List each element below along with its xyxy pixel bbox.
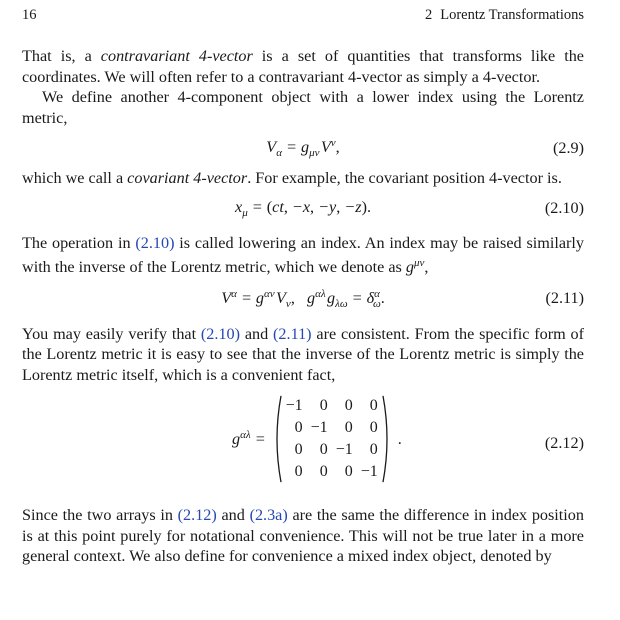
- matrix-cell: 0: [319, 397, 328, 414]
- equation-2-9: [22, 128, 584, 168]
- paragraph-arrays: Since the two arrays in (2.12) and (2.3a) are the same the difference in index position is at this point purely for notational convenience. This will not be true later in a more general context. We also define for convenience a mixed index object, denoted by: [22, 506, 584, 565]
- paragraph-contravariant: That is, a contravariant 4-vector is a set of quantities that transforms like the coordinates. We will often refer to a contravariant 4-vector as simply a 4-vector.: [22, 47, 584, 86]
- equation-body: $x_\mu = (ct$, −x, −y, −z).: [235, 198, 371, 219]
- matrix-table: [282, 395, 382, 483]
- matrix-row: [282, 461, 382, 483]
- equation-number: (2.9): [552, 138, 584, 157]
- matrix-cell: 0: [294, 463, 303, 480]
- matrix-cell: 0: [369, 441, 378, 458]
- matrix-cell: −1: [310, 419, 328, 436]
- equation-2-11: [22, 278, 584, 320]
- matrix-cell: 0: [294, 441, 303, 458]
- matrix-cell: 0: [344, 397, 353, 414]
- right-paren-icon: [382, 395, 392, 483]
- equation-number: (2.10): [544, 199, 584, 217]
- left-paren-icon: [272, 395, 282, 483]
- equation-link-2-11[interactable]: (2.11): [273, 324, 312, 343]
- paragraph-consistency: You may easily verify that (2.10) and (2.11) are consistent. From the specific form of the Lorentz metric it is easy to see that the inverse of the Lorentz metric is simply the Lorentz metric itself, which is a convenient fact,: [22, 324, 584, 384]
- matrix-row: [282, 439, 382, 461]
- equation-number: (2.11): [545, 289, 584, 307]
- matrix-cell: 0: [369, 397, 378, 414]
- equation-link-2-12[interactable]: (2.12): [177, 506, 217, 524]
- matrix-cell: 0: [294, 419, 303, 436]
- matrix-cell: 0: [369, 419, 378, 436]
- matrix-cell: 0: [344, 463, 353, 480]
- matrix-lhs: $g^{\alpha\lambda}$ =: [232, 429, 266, 448]
- equation-2-10: [22, 189, 584, 229]
- term-covariant: covariant 4-vector: [127, 169, 248, 187]
- matrix-cell: −1: [360, 463, 378, 480]
- matrix-row: [282, 395, 382, 417]
- matrix-cell: −1: [335, 441, 353, 458]
- equation-link-2-10[interactable]: (2.10): [200, 324, 241, 343]
- page-number: 16: [22, 7, 37, 23]
- equation-body: $V_\alpha = g_{\mu\nu}$ $V^\nu$,: [266, 137, 340, 159]
- equation-body: $V^\alpha = g^{\alpha\nu}$ $V_\nu$, $g^{\alpha\lambda}$ $g_{\lambda\omega} = \delta^\alpha_\omega$.: [221, 287, 385, 310]
- matrix-cell: 0: [319, 463, 328, 480]
- matrix-cell: −1: [285, 397, 303, 414]
- equation-number: (2.12): [544, 433, 584, 452]
- matrix-cell: 0: [319, 441, 328, 458]
- chapter-heading: [425, 6, 584, 24]
- chapter-number: 2: [424, 7, 433, 23]
- matrix-row: [282, 417, 382, 439]
- matrix-cell: 0: [344, 419, 353, 436]
- equation-link-2-10[interactable]: (2.10): [135, 233, 175, 252]
- page: [22, 6, 584, 567]
- paragraph-covariant-example: which we call a covariant 4-vector. For example, the covariant position 4-vector is.: [22, 169, 562, 187]
- matrix-expression: $g^{\alpha\lambda}$ = −1 0 0 0 0 −1 0 0 0 0 −1 0 0 0 0 −1 .: [232, 395, 402, 483]
- running-head: [22, 6, 584, 24]
- paragraph-define-covariant: We define another 4-component object with a lower index using the Lorentz metric,: [22, 88, 584, 127]
- metric-matrix: [272, 395, 392, 483]
- equation-link-2-3a[interactable]: (2.3a): [249, 506, 288, 524]
- term-contravariant: contravariant 4-vector: [100, 47, 253, 65]
- paragraph-lowering-index: The operation in (2.10) is called lowering an index. An index may be raised similarly with the inverse of the Lorentz metric, which we denote as $g^{\mu\nu}$,: [22, 233, 584, 276]
- equation-2-12: [22, 391, 584, 495]
- chapter-title: Lorentz Transformations: [440, 7, 584, 23]
